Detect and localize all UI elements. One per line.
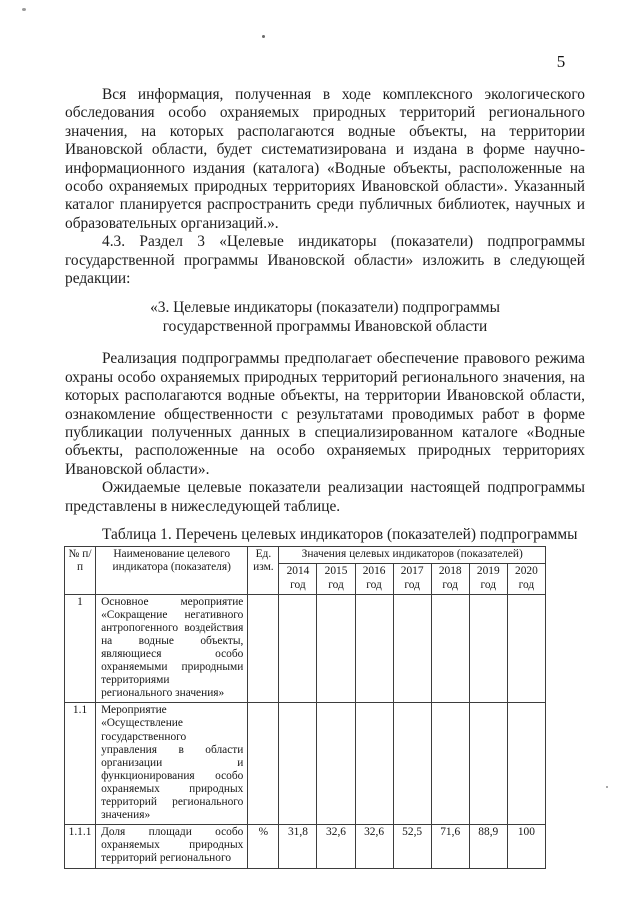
scan-speck	[262, 35, 265, 38]
scan-speck	[22, 8, 26, 11]
section-heading-line1: «3. Целевые индикаторы (показатели) подпрограммы	[150, 299, 500, 317]
row-unit-cell	[248, 594, 279, 703]
value-cell	[393, 703, 431, 825]
row-name-cell: Мероприятие «Осуществление государственного управления в области организации и функционирования особо охраняемых природных территорий регионального значения»	[96, 703, 248, 825]
col-header-year-2020: 2020 год	[507, 564, 545, 594]
value-cell: 52,5	[393, 825, 431, 868]
value-cell	[279, 703, 317, 825]
page-content	[65, 86, 585, 869]
value-cell	[431, 703, 469, 825]
value-cell	[355, 594, 393, 703]
scan-speck	[606, 786, 608, 788]
value-cell	[507, 594, 545, 703]
page-number: 5	[556, 52, 566, 71]
section-heading	[65, 299, 585, 336]
table-header-row	[65, 547, 546, 564]
table-row	[65, 703, 546, 825]
value-cell: 100	[507, 825, 545, 868]
value-cell	[279, 594, 317, 703]
col-header-year-2017: 2017 год	[393, 564, 431, 594]
paragraph-section-4-3: 4.3. Раздел 3 «Целевые индикаторы (показатели) подпрограммы государственной программы Ивановской области» изложить в следующей редакции:	[65, 233, 585, 288]
indicators-table	[64, 546, 546, 868]
value-cell: 32,6	[317, 825, 355, 868]
value-cell: 31,8	[279, 825, 317, 868]
value-cell	[355, 703, 393, 825]
table-row	[65, 594, 546, 703]
col-header-name: Наименование целевого индикатора (показателя)	[96, 547, 248, 594]
paragraph-catalog-info: Вся информация, полученная в ходе комплексного экологического обследования особо охраняемых природных территорий регионального значения, на которых располагаются водные объекты, на территории Ивановской области, будет систематизирована и издана в форме научно-информационного издания (каталога) «Водные объекты, расположенные на особо охраняемых природных территориях Ивановской области». Указанный каталог планируется распространить среди публичных библиотек, научных и образовательных организаций.».	[65, 86, 585, 232]
value-cell	[393, 594, 431, 703]
paragraph-realization: Реализация подпрограммы предполагает обеспечение правового режима охраны особо охраняемых природных территорий регионального значения, на которых располагаются водные объекты, на территории Ивановской области, ознакомление общественности с результатами проводимых работ в форме публикации полученных данных в специализированном каталоге «Водные объекты, расположенные на особо охраняемых природных территориях Ивановской области».	[65, 350, 585, 478]
col-header-year-2014: 2014 год	[279, 564, 317, 594]
col-header-year-2015: 2015 год	[317, 564, 355, 594]
section-heading-line2: государственной программы Ивановской области	[162, 317, 488, 335]
value-cell: 88,9	[469, 825, 507, 868]
col-header-year-2016: 2016 год	[355, 564, 393, 594]
row-name-cell: Доля площади особо охраняемых природных территорий регионального	[96, 825, 248, 868]
row-num-cell: 1.1	[65, 703, 96, 825]
row-name-cell: Основное мероприятие «Сокращение негативного антропогенного воздействия на водные объекты, являющиеся особо охраняемыми природными территориями регионального значения»	[96, 594, 248, 703]
col-header-num: № п/п	[65, 547, 96, 594]
row-num-cell: 1.1.1	[65, 825, 96, 868]
table-row	[65, 825, 546, 868]
value-cell	[317, 594, 355, 703]
value-cell: 71,6	[431, 825, 469, 868]
table-caption: Таблица 1. Перечень целевых индикаторов (показателей) подпрограммы	[102, 525, 578, 543]
value-cell	[469, 703, 507, 825]
col-header-unit: Ед. изм.	[248, 547, 279, 594]
row-num-cell: 1	[65, 594, 96, 703]
value-cell	[469, 594, 507, 703]
value-cell	[431, 594, 469, 703]
col-header-values-group: Значения целевых индикаторов (показателей)	[279, 547, 546, 564]
col-header-year-2018: 2018 год	[431, 564, 469, 594]
row-unit-cell	[248, 703, 279, 825]
col-header-year-2019: 2019 год	[469, 564, 507, 594]
paragraph-expected-indicators: Ожидаемые целевые показатели реализации настоящей подпрограммы представлены в нижеследующей таблице.	[65, 479, 585, 515]
value-cell	[317, 703, 355, 825]
value-cell: 32,6	[355, 825, 393, 868]
value-cell	[507, 703, 545, 825]
row-unit-cell: %	[248, 825, 279, 868]
